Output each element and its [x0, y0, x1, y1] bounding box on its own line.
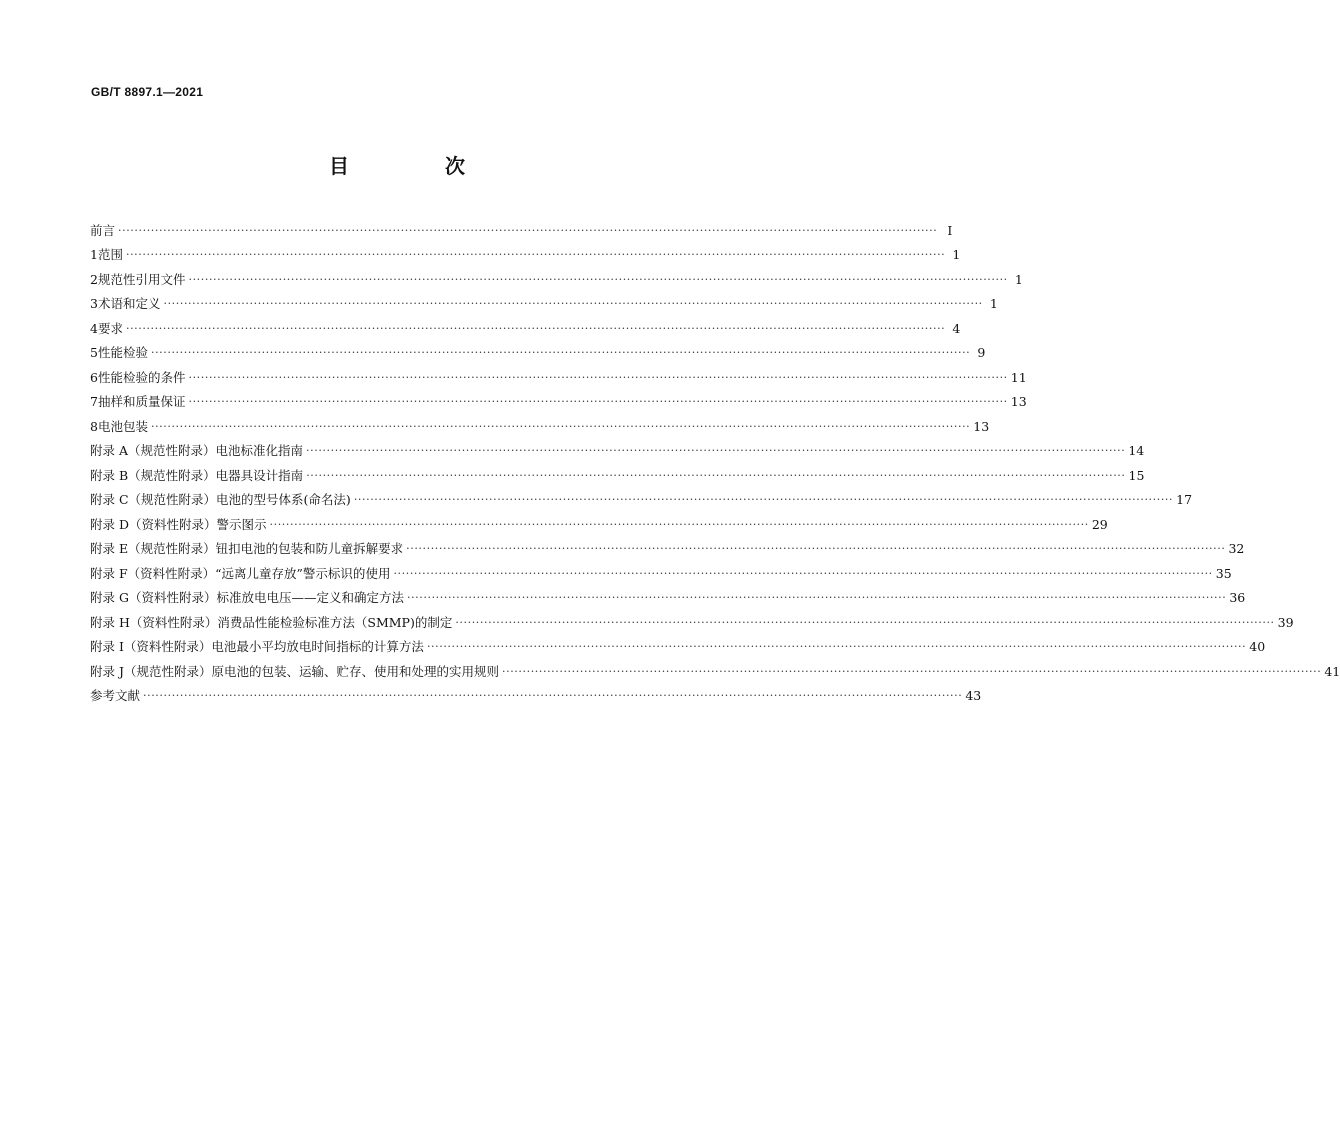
- toc-entry-title: 抽样和质量保证: [97, 394, 186, 409]
- toc-dot-leader: ········································································································································································································: [306, 444, 1126, 457]
- toc-entry-title: 范围: [97, 247, 123, 262]
- toc-page-number: 1: [989, 296, 998, 311]
- toc-page-number: 1: [1014, 271, 1023, 287]
- toc-entry[interactable]: [90, 584, 1246, 609]
- toc-dot-leader: ········································································································································································································: [125, 321, 946, 335]
- toc-dot-leader: ········································································································································································································: [125, 248, 946, 261]
- toc-section-number: 7: [90, 394, 98, 409]
- toc-entry[interactable]: [90, 461, 1145, 486]
- toc-page-number: 13: [1010, 394, 1027, 409]
- toc-entry[interactable]: [90, 559, 1232, 584]
- toc-entry-title: 参考文献: [90, 688, 141, 703]
- toc-entry[interactable]: [90, 510, 1108, 535]
- toc-dot-leader: ········································································································································································································: [163, 297, 983, 310]
- toc-entry[interactable]: [90, 388, 1027, 413]
- toc-entry[interactable]: [90, 608, 1294, 633]
- toc-appendix-label: 附录 I（资料性附录）: [90, 639, 212, 654]
- toc-entry-title: “远离儿童存放”警示标识的使用: [215, 565, 391, 581]
- toc-dot-leader: ········································································································································································································: [406, 542, 1226, 555]
- toc-dot-leader: ········································································································································································································: [502, 664, 1322, 678]
- toc-dot-leader: ········································································································································································································: [269, 517, 1089, 531]
- toc-entry-title: 警示图示: [216, 516, 267, 532]
- toc-page-number: 41: [1324, 663, 1340, 679]
- toc-entry-title: 标准放电电压——定义和确定方法: [216, 590, 404, 605]
- toc-appendix-label: 附录 A（规范性附录）: [90, 443, 216, 458]
- toc-page-number: 39: [1277, 614, 1294, 630]
- toc-entry-title: 规范性引用文件: [97, 271, 186, 287]
- toc-dot-leader: ········································································································································································································: [118, 223, 938, 237]
- toc-page-number: 32: [1228, 541, 1245, 556]
- toc-dot-leader: ········································································································································································································: [306, 468, 1126, 482]
- toc-dot-leader: ········································································································································································································: [393, 566, 1213, 580]
- toc-section-number: 5: [90, 345, 98, 360]
- toc-dot-leader: ········································································································································································································: [455, 615, 1275, 629]
- toc-entry-title: 电池标准化指南: [215, 443, 304, 458]
- toc-entry[interactable]: [90, 682, 982, 707]
- toc-entry-title: 电池包装: [97, 418, 148, 434]
- toc-entry-title: 要求: [97, 320, 123, 336]
- table-of-contents: [90, 216, 1340, 706]
- toc-page-number: 15: [1128, 467, 1145, 483]
- toc-entry[interactable]: [90, 535, 1245, 560]
- toc-section-number: 2: [90, 271, 98, 287]
- toc-page-number: 40: [1249, 639, 1266, 654]
- toc-dot-leader: ········································································································································································································: [188, 370, 1008, 384]
- toc-appendix-label: 附录 F（资料性附录）: [90, 565, 216, 581]
- toc-entry[interactable]: [90, 657, 1340, 682]
- toc-entry-title: 电器具设计指南: [215, 467, 304, 483]
- toc-section-number: 4: [90, 320, 98, 336]
- toc-section-number: 1: [90, 247, 98, 262]
- toc-entry[interactable]: [90, 633, 1266, 658]
- toc-entry-title: 钮扣电池的包装和防儿童拆解要求: [215, 541, 404, 556]
- toc-entry[interactable]: [90, 363, 1027, 388]
- toc-dot-leader: ········································································································································································································: [406, 591, 1227, 604]
- toc-page-number: Ⅰ: [947, 222, 953, 238]
- toc-page-number: 17: [1176, 492, 1193, 507]
- toc-entry-title: 电池最小平均放电时间指标的计算方法: [211, 639, 424, 654]
- toc-entry[interactable]: [90, 437, 1145, 462]
- toc-appendix-label: 附录 G（资料性附录）: [90, 590, 217, 605]
- toc-entry[interactable]: [90, 241, 961, 266]
- toc-entry[interactable]: [90, 486, 1193, 511]
- toc-section-number: 8: [90, 418, 98, 434]
- toc-page-number: 1: [952, 247, 961, 262]
- toc-page-number: 9: [977, 345, 986, 360]
- toc-entry[interactable]: [90, 290, 998, 315]
- toc-section-number: 6: [90, 369, 98, 385]
- toc-appendix-label: 附录 J（规范性附录）: [90, 663, 212, 679]
- toc-dot-leader: ········································································································································································································: [188, 272, 1008, 286]
- toc-appendix-label: 附录 C（规范性附录）: [90, 492, 217, 507]
- toc-entry-title: 性能检验的条件: [97, 369, 186, 385]
- toc-dot-leader: ········································································································································································································: [143, 689, 963, 702]
- toc-page-number: 4: [952, 320, 961, 336]
- toc-page-number: 35: [1215, 565, 1232, 581]
- toc-entry[interactable]: [90, 216, 953, 241]
- toc-dot-leader: ········································································································································································································: [353, 493, 1174, 506]
- toc-entry-title: 原电池的包装、运输、贮存、使用和处理的实用规则: [211, 663, 500, 679]
- toc-entry-title: 消费品性能检验标准方法（SMMP)的制定: [217, 614, 453, 630]
- toc-dot-leader: ········································································································································································································: [150, 419, 971, 433]
- toc-dot-leader: ········································································································································································································: [426, 640, 1247, 653]
- toc-page-number: 29: [1091, 516, 1108, 532]
- toc-appendix-label: 附录 B（规范性附录）: [90, 467, 216, 483]
- toc-section-number: 3: [90, 296, 98, 311]
- toc-page-number: 43: [965, 688, 982, 703]
- toc-dot-leader: ········································································································································································································: [150, 346, 971, 359]
- toc-page-number: 36: [1229, 590, 1246, 605]
- toc-entry[interactable]: [90, 339, 986, 364]
- toc-page-number: 14: [1128, 443, 1145, 458]
- toc-appendix-label: 附录 H（资料性附录）: [90, 614, 218, 630]
- toc-entry-title: 性能检验: [97, 345, 148, 360]
- toc-entry-title: 电池的型号体系(命名法): [216, 492, 351, 507]
- toc-entry[interactable]: [90, 412, 990, 437]
- toc-entry-title: 术语和定义: [97, 296, 161, 311]
- toc-entry[interactable]: [90, 314, 961, 339]
- toc-appendix-label: 附录 D（资料性附录）: [90, 516, 217, 532]
- toc-appendix-label: 附录 E（规范性附录）: [90, 541, 216, 556]
- toc-entry[interactable]: [90, 265, 1023, 290]
- page-title: 目 次: [329, 154, 503, 178]
- toc-entry-title: 前言: [90, 222, 116, 238]
- toc-page-number: 11: [1010, 369, 1027, 385]
- toc-dot-leader: ········································································································································································································: [188, 395, 1008, 408]
- toc-page-number: 13: [973, 418, 990, 434]
- document-code: GB/T 8897.1—2021: [91, 85, 204, 99]
